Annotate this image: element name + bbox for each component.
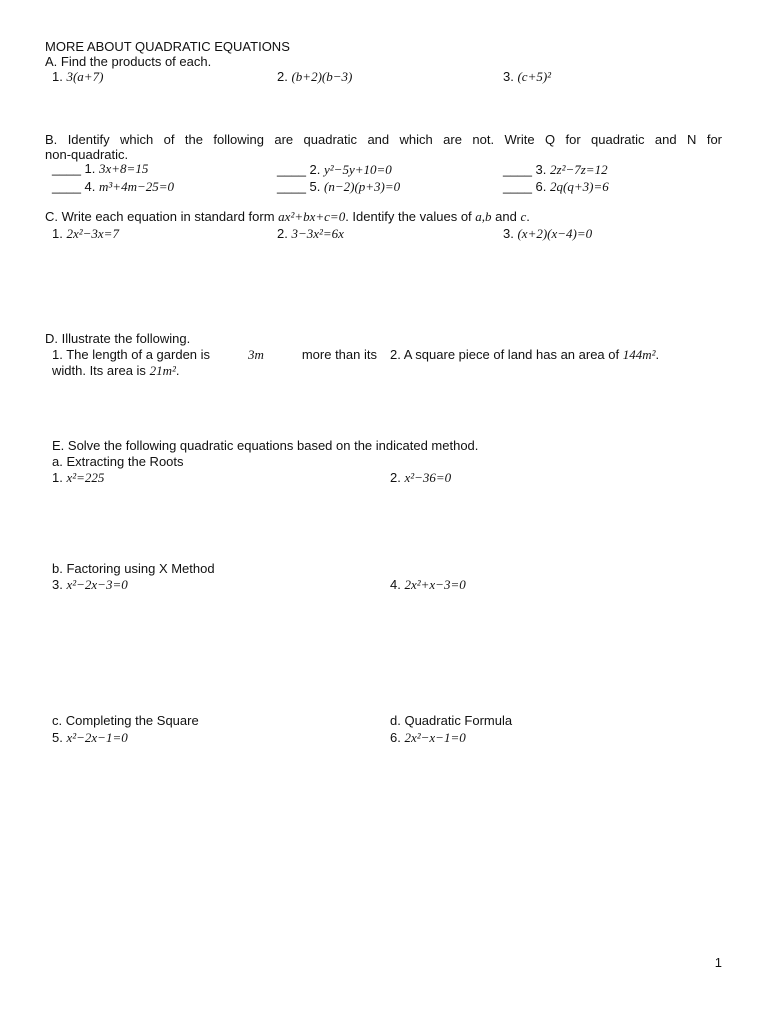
section-e-heading: E. Solve the following quadratic equations based on the indicated method. <box>52 438 479 453</box>
section-b-heading-line2: non-quadratic. <box>45 147 129 162</box>
section-e-item-4: 4. 2x²+x−3=0 <box>390 577 466 592</box>
section-b-item-2: ____ 2. y²−5y+10=0 <box>277 162 392 177</box>
section-c-item-2: 2. 3−3x²=6x <box>277 226 344 241</box>
section-c-item-3: 3. (x+2)(x−4)=0 <box>503 226 593 241</box>
section-b-item-1: ____ 1. 3x+8=15 <box>52 161 149 176</box>
section-c-heading: C. Write each equation in standard form ax²+bx+c=0. Identify the values of a,b and c. <box>45 209 530 224</box>
section-a-item-3: 3. (c+5)² <box>503 69 552 84</box>
section-b-item-4: ____ 4. m³+4m−25=0 <box>52 179 175 194</box>
section-a-heading: A. Find the products of each. <box>45 54 212 69</box>
section-e-item-1: 1. x²=225 <box>52 470 105 485</box>
section-e-item-3: 3. x²−2x−3=0 <box>52 577 128 592</box>
section-a-item-1: 1. 3(a+7) <box>52 69 104 84</box>
section-e-sub-c: c. Completing the Square <box>52 713 199 728</box>
section-e-sub-a: a. Extracting the Roots <box>52 454 184 469</box>
section-d-item-1-line2: width. Its area is 21m². <box>52 363 180 378</box>
section-e-sub-d: d. Quadratic Formula <box>390 713 513 728</box>
section-c-item-1: 1. 2x²−3x=7 <box>52 226 119 241</box>
page-number: 1 <box>714 955 722 970</box>
section-e-item-5: 5. x²−2x−1=0 <box>52 730 128 745</box>
section-b-item-5: ____ 5. (n−2)(p+3)=0 <box>277 179 401 194</box>
page-title: MORE ABOUT QUADRATIC EQUATIONS <box>45 39 290 54</box>
section-b-item-3: ____ 3. 2z²−7z=12 <box>503 162 608 177</box>
section-d-item-2: 2. A square piece of land has an area of 144m². <box>390 347 660 362</box>
section-e-item-6: 6. 2x²−x−1=0 <box>390 730 466 745</box>
section-a-item-2: 2. (b+2)(b−3) <box>277 69 353 84</box>
section-d-heading: D. Illustrate the following. <box>45 331 191 346</box>
section-e-item-2: 2. x²−36=0 <box>390 470 452 485</box>
section-d-item-1-line1: 1. The length of a garden is 3m more than its <box>52 347 377 362</box>
section-b-heading-line1: B. Identify which of the following are quadratic and which are not. Write Q for quadratic and N for <box>45 132 722 147</box>
section-b-item-6: ____ 6. 2q(q+3)=6 <box>503 179 609 194</box>
section-e-sub-b: b. Factoring using X Method <box>52 561 215 576</box>
